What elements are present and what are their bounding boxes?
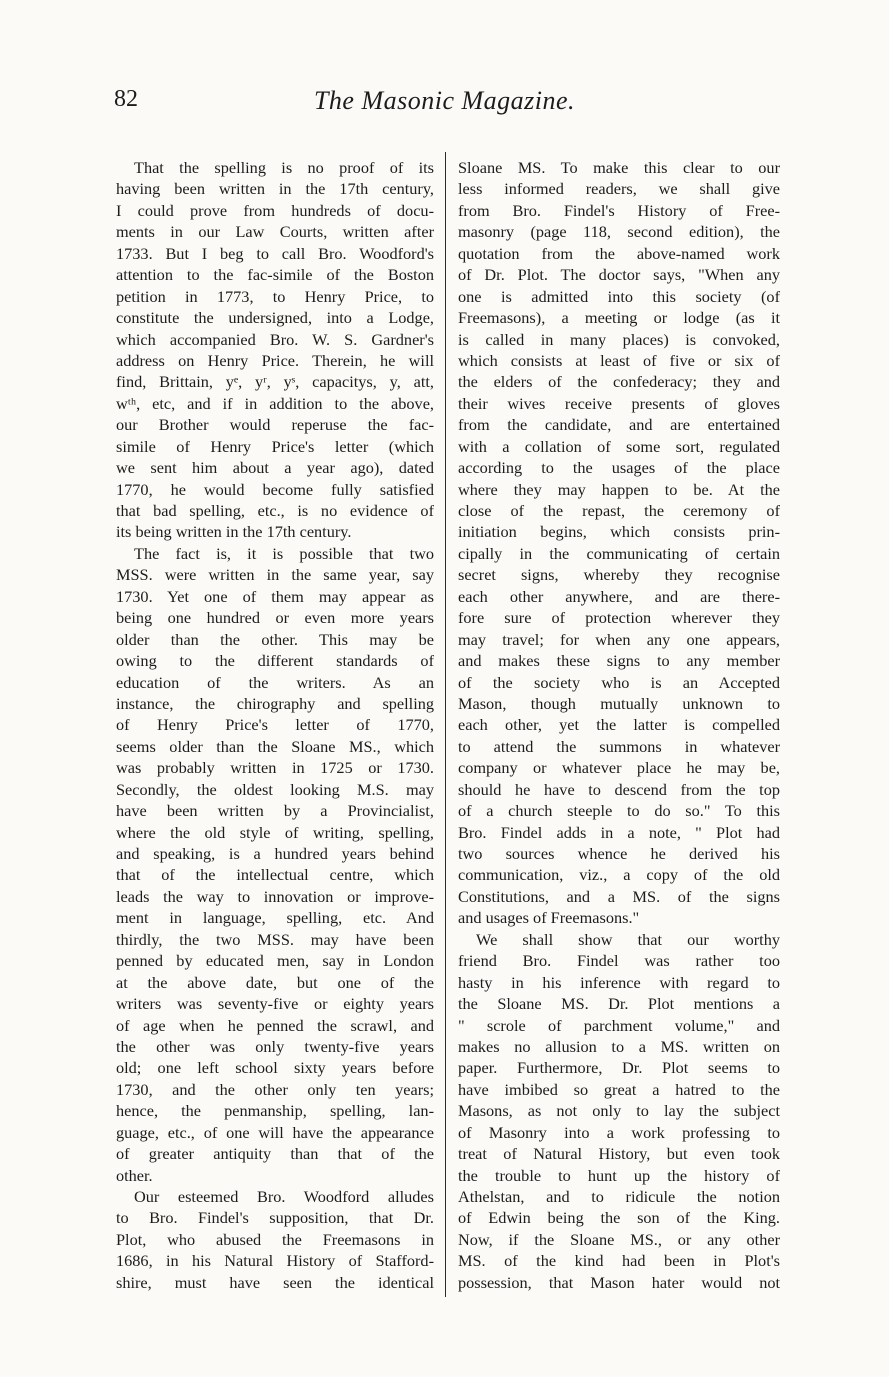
text-line: the other was only twenty-five years [116, 1036, 434, 1056]
text-line: and makes these signs to any member [458, 651, 780, 671]
text-line: its being written in the 17th century. [116, 522, 352, 542]
text-line: Bro. Findel adds in a note, " Plot had [458, 822, 780, 842]
text-line: Sloane MS. To make this clear to our [458, 158, 780, 177]
text-line: have imbibed so great a hatred to the [458, 1079, 780, 1099]
text-line: Now, if the Sloane MS., or any other [458, 1229, 780, 1249]
text-line: the trouble to hunt up the history of [458, 1165, 780, 1185]
text-line: being one hundred or even more years [116, 608, 434, 628]
text-line: our Brother would reperuse the fac- [116, 415, 434, 435]
paragraph [458, 929, 780, 1293]
text-line: and speaking, is a hundred years behind [116, 844, 434, 863]
text-line: ments in our Law Courts, written after [116, 222, 434, 242]
text-line: MS. of the kind had been in Plot's [458, 1251, 780, 1271]
text-line: makes no allusion to a MS. written on [458, 1036, 780, 1056]
paragraph [458, 157, 780, 929]
text-line: owing to the different standards of [116, 651, 434, 671]
text-line: their wives receive presents of gloves [458, 393, 780, 413]
column-divider [445, 152, 446, 1297]
text-line: wᵗʰ, etc, and if in addition to the above, [116, 393, 434, 413]
text-line: other. [116, 1165, 153, 1185]
text-line: paper. Furthermore, Dr. Plot seems to [458, 1058, 780, 1078]
text-line: is called in many places) is convoked, [458, 329, 780, 349]
running-title: The Masonic Magazine. [313, 86, 576, 115]
text-line: less informed readers, we shall give [458, 179, 780, 199]
text-line: of Masonry into a work professing to [458, 1122, 780, 1142]
text-line: Our esteemed Bro. Woodford alludes [134, 1187, 434, 1206]
text-line: guage, etc., of one will have the appearance [116, 1122, 434, 1142]
text-line: shire, must have seen the identical [116, 1272, 434, 1292]
text-line: where the old style of writing, spelling, [116, 822, 434, 842]
text-line: should he have to descend from the top [458, 779, 780, 799]
text-line: communication, viz., a copy of the old [458, 865, 780, 885]
text-line: may travel; for when any one appears, [458, 629, 780, 649]
text-line: ment in language, spelling, etc. And [116, 908, 434, 928]
text-line: Secondly, the oldest looking M.S. may [116, 779, 434, 799]
right-column [458, 157, 780, 1293]
page-header [0, 86, 889, 126]
text-line: writers was seventy-five or eighty years [116, 994, 434, 1014]
text-line: of Edwin being the son of the King. [458, 1208, 780, 1228]
text-line: having been written in the 17th century, [116, 179, 434, 199]
text-line: of Dr. Plot. The doctor says, "When any [458, 265, 780, 285]
text-line: which accompanied Bro. W. S. Gardner's [116, 329, 434, 349]
text-line: penned by educated men, say in London [116, 951, 434, 971]
page-number: 82 [114, 86, 138, 112]
text-line: close of the repast, the ceremony of [458, 501, 780, 520]
text-line: Mason, though mutually unknown to [458, 693, 780, 713]
text-line: hence, the penmanship, spelling, lan- [116, 1101, 434, 1121]
text-line: to attend the summons in whatever [458, 736, 780, 756]
text-line: of greater antiquity than that of the [116, 1144, 434, 1164]
text-line: thirdly, the two MSS. may have been [116, 929, 434, 949]
text-line: from Bro. Findel's History of Free- [458, 200, 780, 220]
text-line: the elders of the confederacy; they and [458, 372, 780, 392]
text-line: instance, the chirography and spelling [116, 693, 434, 713]
text-line: of a church steeple to do so." To this [458, 801, 780, 821]
text-line: each other, yet the latter is compelled [458, 715, 780, 735]
text-line: older than the other. This may be [116, 629, 434, 649]
text-line: secret signs, whereby they recognise [458, 565, 780, 585]
text-line: That the spelling is no proof of its [134, 158, 434, 177]
text-line: according to the usages of the place [458, 458, 780, 478]
text-line: of Henry Price's letter of 1770, [116, 715, 434, 735]
text-line: Freemasons), a meeting or lodge (as it [458, 308, 780, 328]
text-line: that of the intellectual centre, which [116, 865, 434, 885]
text-line: which consists at least of five or six of [458, 350, 780, 370]
text-line: leads the way to innovation or improve- [116, 886, 434, 906]
text-line: We shall show that our worthy [476, 929, 780, 949]
text-line: one is admitted into this society (of [458, 286, 780, 306]
text-line: 1733. But I beg to call Bro. Woodford's [116, 243, 434, 263]
text-line: MSS. were written in the same year, say [116, 565, 434, 585]
text-line: each other anywhere, and are there- [458, 586, 780, 606]
text-line: education of the writers. As an [116, 672, 434, 692]
text-line: company or whatever place he may be, [458, 758, 780, 778]
paragraph [116, 157, 434, 543]
text-line: old; one left school sixty years before [116, 1058, 434, 1078]
text-line: Constitutions, and a MS. of the signs [458, 886, 780, 906]
text-line: cipally in the communicating of certain [458, 543, 780, 563]
text-line: 1770, he would become fully satisfied [116, 479, 434, 499]
text-line: with a collation of some sort, regulated [458, 436, 780, 456]
text-line: find, Brittain, yᵉ, yʳ, yˢ, capacitys, y, att, [116, 372, 434, 392]
text-line: was probably written in 1725 or 1730. [116, 758, 434, 778]
left-column [116, 157, 434, 1293]
text-line: 1686, in his Natural History of Stafford- [116, 1251, 434, 1271]
text-line: Athelstan, and to ridicule the notion [458, 1187, 780, 1206]
text-line: two sources whence he derived his [458, 844, 780, 863]
text-line: seems older than the Sloane MS., which [116, 736, 434, 756]
text-line: the Sloane MS. Dr. Plot mentions a [458, 994, 780, 1014]
text-line: treat of Natural History, but even took [458, 1144, 780, 1164]
text-line: of age when he penned the scrawl, and [116, 1015, 434, 1035]
text-line: The fact is, it is possible that two [134, 543, 434, 563]
text-line: " scrole of parchment volume," and [458, 1015, 780, 1035]
text-line: attention to the fac-simile of the Boston [116, 265, 434, 285]
text-line: constitute the undersigned, into a Lodge, [116, 308, 434, 328]
text-line: address on Henry Price. Therein, he will [116, 350, 434, 370]
text-line: Plot, who abused the Freemasons in [116, 1229, 434, 1249]
text-line: possession, that Mason hater would not [458, 1272, 780, 1292]
text-line: quotation from the above-named work [458, 243, 780, 263]
text-line: where they may happen to be. At the [458, 479, 780, 499]
paragraph [116, 543, 434, 1186]
text-line: have been written by a Provincialist, [116, 801, 434, 821]
paragraph [116, 1186, 434, 1293]
text-line: at the above date, but one of the [116, 972, 434, 992]
text-line: Masons, as not only to lay the subject [458, 1101, 780, 1121]
text-line: we sent him about a year ago), dated [116, 458, 434, 478]
text-line: I could prove from hundreds of docu- [116, 200, 434, 220]
text-line: masonry (page 118, second edition), the [458, 222, 780, 242]
text-line: that bad spelling, etc., is no evidence of [116, 501, 434, 520]
text-line: simile of Henry Price's letter (which [116, 436, 434, 456]
text-line: hasty in his inference with regard to [458, 972, 780, 992]
text-line: to Bro. Findel's supposition, that Dr. [116, 1208, 434, 1228]
text-line: petition in 1773, to Henry Price, to [116, 286, 434, 306]
text-line: initiation begins, which consists prin- [458, 522, 780, 542]
text-line: friend Bro. Findel was rather too [458, 951, 780, 971]
text-line: 1730, and the other only ten years; [116, 1079, 434, 1099]
text-line: of the society who is an Accepted [458, 672, 780, 692]
text-line: from the candidate, and are entertained [458, 415, 780, 435]
text-line: 1730. Yet one of them may appear as [116, 586, 434, 606]
text-line: fore sure of protection wherever they [458, 608, 780, 628]
text-line: and usages of Freemasons." [458, 908, 640, 928]
